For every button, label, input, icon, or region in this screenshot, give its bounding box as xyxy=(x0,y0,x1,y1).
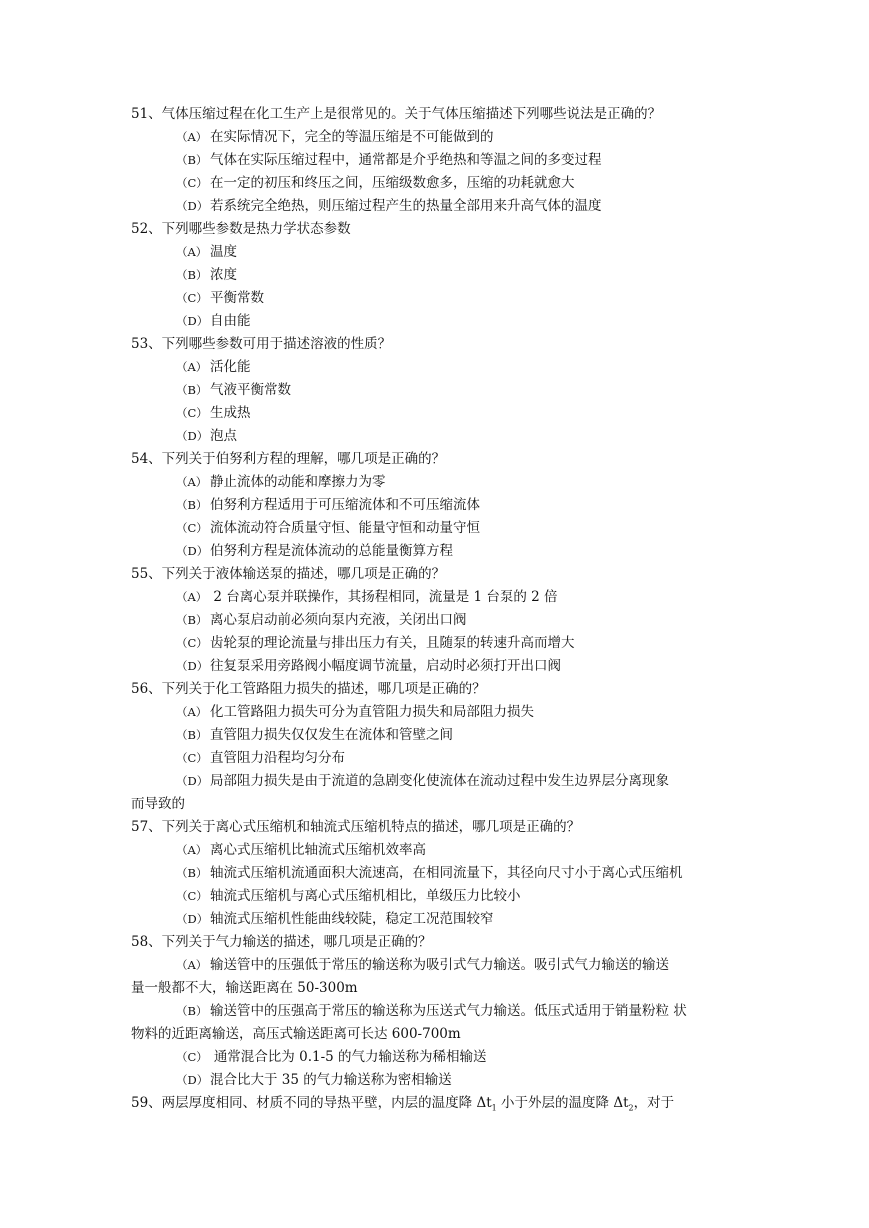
option-text: 在实际情况下，完全的等温压缩是不可能做到的 xyxy=(210,129,494,145)
option-text: 输送管中的压强高于常压的输送称为压送式气力输送。低压式适用于销量粉粒 状 xyxy=(210,1003,687,1019)
option-text: 生成热 xyxy=(210,405,251,421)
option-item xyxy=(176,403,251,423)
option-text: 离心式压缩机比轴流式压缩机效率高 xyxy=(210,842,426,858)
option-item xyxy=(176,288,264,308)
option-item xyxy=(176,886,521,906)
option-item xyxy=(176,633,575,653)
option-item xyxy=(176,150,602,170)
option-item xyxy=(176,840,426,860)
option-item xyxy=(176,380,291,400)
option-text: 化工管路阻力损失可分为直管阻力损失和局部阻力损失 xyxy=(210,704,534,720)
option-label: （B） xyxy=(176,613,208,627)
question-text xyxy=(131,1093,674,1119)
option-label: （A） xyxy=(176,475,208,489)
option-text: 直管阻力损失仅仅发生在流体和管壁之间 xyxy=(210,727,453,743)
question-text-part: 59、两层厚度相同、材质不同的导热平壁，内层的温度降 Δt xyxy=(131,1095,492,1111)
option-label: （D） xyxy=(176,544,209,558)
option-label: （B） xyxy=(176,268,208,282)
option-text: 活化能 xyxy=(210,359,251,375)
option-item xyxy=(176,541,453,561)
option-text: 流体流动符合质量守恒、能量守恒和动量守恒 xyxy=(210,520,480,536)
option-label: （B） xyxy=(176,153,208,167)
option-item xyxy=(176,495,480,515)
option-text: 在一定的初压和终压之间，压缩级数愈多，压缩的功耗就愈大 xyxy=(210,175,575,191)
question-text: 56、下列关于化工管路阻力损失的描述，哪几项是正确的？ xyxy=(131,681,486,697)
option-text: 混合比大于 35 的气力输送称为密相输送 xyxy=(210,1072,452,1088)
continuation-text: 而导致的 xyxy=(131,796,185,812)
option-label: （A） xyxy=(176,705,208,719)
continuation-text: 物料的近距离输送，高压式输送距离可长达 600-700m xyxy=(131,1026,461,1042)
option-text: 伯努利方程是流体流动的总能量衡算方程 xyxy=(210,543,453,559)
option-item xyxy=(176,955,669,975)
option-label: （B） xyxy=(176,383,208,397)
option-label: （C） xyxy=(176,176,208,190)
option-text: 通常混合比为 0.1-5 的气力输送称为稀相输送 xyxy=(213,1049,487,1065)
option-text: 轴流式压缩机与离心式压缩机相比，单级压力比较小 xyxy=(210,888,521,904)
option-label: （A） xyxy=(176,360,208,374)
option-item xyxy=(176,1070,452,1090)
option-text: 齿轮泵的理论流量与排出压力有关，且随泵的转速升高而增大 xyxy=(210,635,575,651)
option-text: 浓度 xyxy=(210,267,237,283)
option-text: 轴流式压缩机流通面积大流速高，在相同流量下，其径向尺寸小于离心式压缩机 xyxy=(210,865,683,881)
option-item xyxy=(176,242,237,262)
option-item xyxy=(176,702,534,722)
option-label: （B） xyxy=(176,728,208,742)
option-item xyxy=(176,587,558,607)
option-item xyxy=(176,748,345,768)
option-text: 自由能 xyxy=(210,313,251,329)
option-label: （B） xyxy=(176,866,208,880)
option-item xyxy=(176,1001,687,1021)
option-label: （C） xyxy=(176,751,208,765)
option-item xyxy=(176,196,602,216)
option-text: 轴流式压缩机性能曲线较陡，稳定工况范围较窄 xyxy=(210,911,494,927)
option-label: （C） xyxy=(176,291,208,305)
option-label: （D） xyxy=(176,314,209,328)
question-text-part: ，对于 xyxy=(633,1095,675,1111)
option-text: 往复泵采用旁路阀小幅度调节流量，启动时必须打开出口阀 xyxy=(210,658,561,674)
question-text: 53、下列哪些参数可用于描述溶液的性质？ xyxy=(131,336,392,352)
option-item xyxy=(176,771,669,791)
option-item xyxy=(176,518,480,538)
option-text: 气液平衡常数 xyxy=(210,382,291,398)
option-item xyxy=(176,472,386,492)
option-item xyxy=(176,863,683,883)
option-label: （C） xyxy=(176,1050,208,1064)
option-label: （A） xyxy=(176,245,208,259)
option-label: （C） xyxy=(176,889,208,903)
option-item xyxy=(176,909,494,929)
option-item xyxy=(176,1047,487,1067)
option-text: 伯努利方程适用于可压缩流体和不可压缩流体 xyxy=(210,497,480,513)
option-text: 平衡常数 xyxy=(210,290,264,306)
question-text: 58、下列关于气力输送的描述，哪几项是正确的？ xyxy=(131,934,432,950)
option-text: 离心泵启动前必须向泵内充液，关闭出口阀 xyxy=(210,612,467,628)
option-label: （D） xyxy=(176,429,209,443)
option-text: 静止流体的动能和摩擦力为零 xyxy=(210,474,386,490)
option-text: 局部阻力损失是由于流道的急剧变化使流体在流动过程中发生边界层分离现象 xyxy=(210,773,669,789)
option-text: 2 台离心泵并联操作，其扬程相同，流量是 1 台泵的 2 倍 xyxy=(213,589,558,605)
question-text: 51、气体压缩过程在化工生产上是很常见的。关于气体压缩描述下列哪些说法是正确的？ xyxy=(131,106,662,122)
option-label: （D） xyxy=(176,1073,209,1087)
option-label: （D） xyxy=(176,774,209,788)
option-label: （C） xyxy=(176,636,208,650)
option-text: 直管阻力沿程均匀分布 xyxy=(210,750,345,766)
question-text: 54、下列关于伯努利方程的理解，哪几项是正确的？ xyxy=(131,451,446,467)
continuation-text: 量一般都不大，输送距离在 50-300m xyxy=(131,980,358,996)
option-label: （D） xyxy=(176,659,209,673)
option-text: 气体在实际压缩过程中，通常都是介乎绝热和等温之间的多变过程 xyxy=(210,152,602,168)
option-label: （D） xyxy=(176,199,209,213)
option-item xyxy=(176,357,251,377)
option-label: （B） xyxy=(176,498,208,512)
option-item xyxy=(176,426,237,446)
option-text: 输送管中的压强低于常压的输送称为吸引式气力输送。吸引式气力输送的输送 xyxy=(210,957,669,973)
option-label: （D） xyxy=(176,912,209,926)
option-label: （C） xyxy=(176,406,208,420)
option-item xyxy=(176,127,494,147)
option-label: （A） xyxy=(176,590,208,604)
option-text: 温度 xyxy=(210,244,237,260)
option-text: 泡点 xyxy=(210,428,237,444)
option-label: （A） xyxy=(176,843,208,857)
option-label: （C） xyxy=(176,521,208,535)
question-text: 57、下列关于离心式压缩机和轴流式压缩机特点的描述，哪几项是正确的？ xyxy=(131,819,581,835)
option-label: （A） xyxy=(176,130,208,144)
option-text: 若系统完全绝热，则压缩过程产生的热量全部用来升高气体的温度 xyxy=(210,198,602,214)
subscript: 1 xyxy=(491,1103,497,1113)
question-text: 52、下列哪些参数是热力学状态参数 xyxy=(131,221,351,237)
option-item xyxy=(176,311,251,331)
option-item xyxy=(176,610,467,630)
option-item xyxy=(176,173,575,193)
option-label: （A） xyxy=(176,958,208,972)
question-text-part: 小于外层的温度降 Δt xyxy=(496,1095,629,1111)
option-label: （B） xyxy=(176,1004,208,1018)
option-item xyxy=(176,725,453,745)
question-text: 55、下列关于液体输送泵的描述，哪几项是正确的？ xyxy=(131,566,446,582)
option-item xyxy=(176,265,237,285)
subscript: 2 xyxy=(628,1103,634,1113)
option-item xyxy=(176,656,561,676)
